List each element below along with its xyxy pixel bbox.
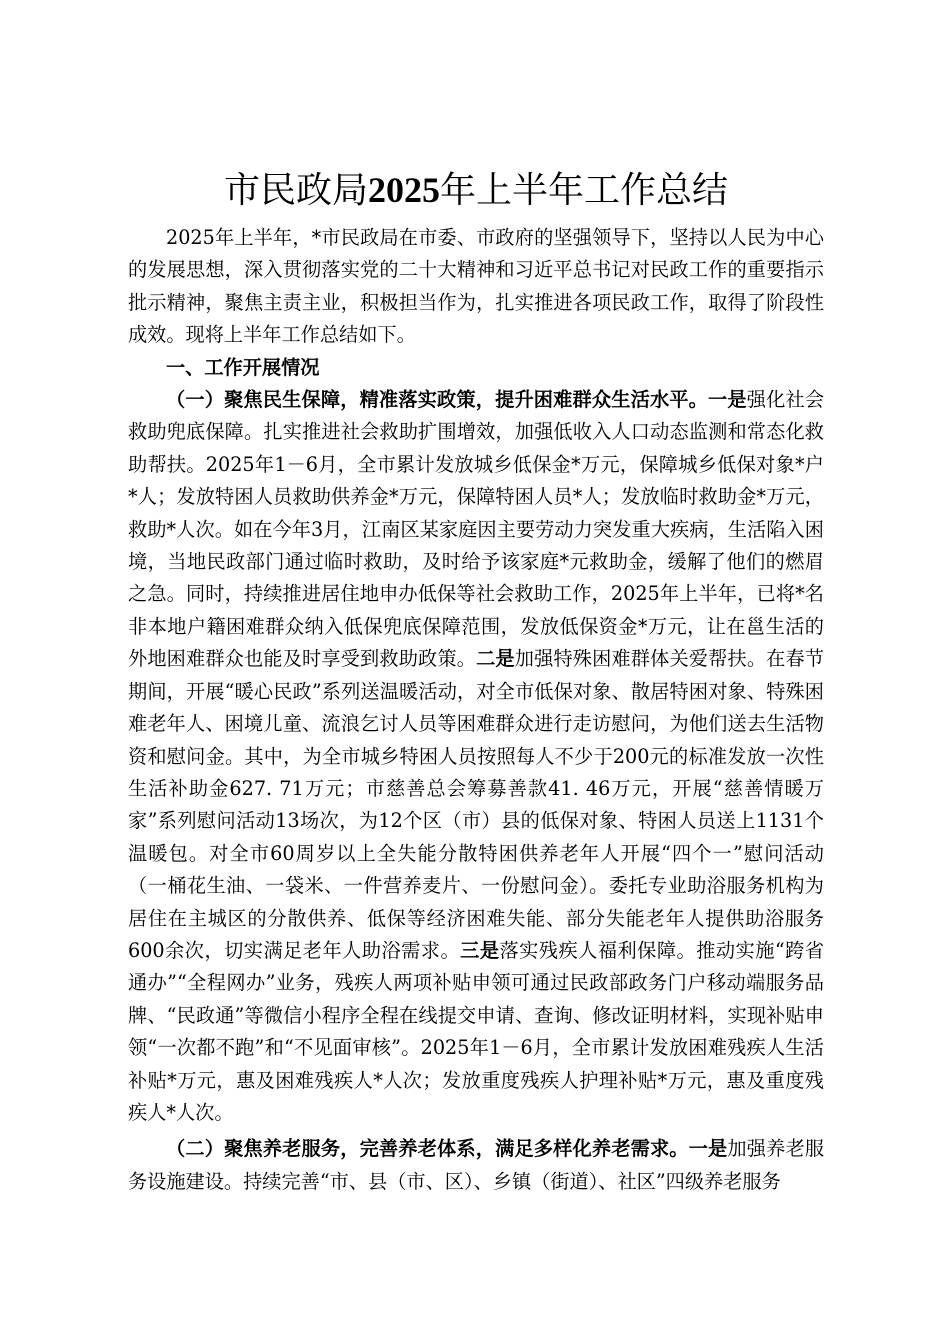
title-suffix: 年上半年工作总结: [440, 170, 729, 211]
subsection-2-paragraph: [128, 1133, 824, 1198]
point-marker-2: 二是: [476, 647, 515, 671]
point-text-2-1: 加强养老服务设施建设。持续完善“市、县（市、区）、乡镇（街道）、社区”四级养老服务: [128, 1137, 825, 1193]
subsection-1-paragraph: [128, 384, 824, 1129]
document-body: [128, 222, 824, 1198]
point-text-2: 加强特殊困难群体关爱帮扶。在春节期间，开展“暖心民政”系列送温暖活动，对全市低保对象、散居特困对象、特殊困难老年人、困境儿童、流浪乞讨人员等困难群众进行走访慰问，为他们送去生活物资和慰问金。其中，为全市城乡特困人员按照每人不少于200元的标准发放一次性生活补助金627. 71万元；市慈善总会筹募善款41. 46万元，开展“慈善情暖万家”系列慰问活动13场次，为12个区（市）县的低保对象、特困人员送上1131个温暖包。对全市60周岁以上全失能分散特困供养老年人开展“四个一”慰问活动（一桶花生油、一袋米、一件营养麦片、一份慰问金）。委托专业助浴服务机构为居住在主城区的分散供养、低保等经济困难失能、部分失能老年人提供助浴服务600余次，切实满足老年人助浴需求。: [128, 647, 825, 962]
document-title: [128, 166, 824, 215]
intro-paragraph: 2025年上半年，*市民政局在市委、市政府的坚强领导下，坚持以人民为中心的发展思想，深入贯彻落实党的二十大精神和习近平总书记对民政工作的重要指示批示精神，聚焦主责主业，积极担当作为，扎实推进各项民政工作，取得了阶段性成效。现将上半年工作总结如下。: [128, 226, 824, 347]
section-heading-work-progress: 一、工作开展情况: [166, 355, 320, 379]
point-marker-3: 三是: [460, 938, 500, 962]
subsection-1-lead: （一）聚焦民生保障，精准落实政策，提升困难群众生活水平。: [166, 388, 709, 412]
title-prefix: 市民政局: [223, 170, 368, 211]
point-marker-1: 一是: [708, 388, 747, 412]
title-year: 2025: [368, 170, 440, 210]
subsection-2-lead: （二）聚焦养老服务，完善养老体系，满足多样化养老需求。: [166, 1137, 689, 1161]
point-marker-2-1: 一是: [688, 1137, 728, 1161]
point-text-3: 落实残疾人福利保障。推动实施“跨省通办”“全程网办”业务，残疾人两项补贴申领可通过民政部政务门户移动端服务品牌、“民政通”等微信小程序全程在线提交申请、查询、修改证明材料，实现补贴申领“一次都不跑”和“不见面审核”。2025年1－6月，全市累计发放困难残疾人生活补贴*万元，惠及困难残疾人*人次；发放重度残疾人护理补贴*万元，惠及重度残疾人*人次。: [128, 938, 825, 1124]
point-text-1: 强化社会救助兜底保障。扎实推进社会救助扩围增效，加强低收入人口动态监测和常态化救助帮扶。2025年1－6月，全市累计发放城乡低保金*万元，保障城乡低保对象*户*人；发放特困人员救助供养金*万元，保障特困人员*人；发放临时救助金*万元，救助*人次。如在今年3月，江南区某家庭因主要劳动力突发重大疾病，生活陷入困境，当地民政部门通过临时救助，及时给予该家庭*元救助金，缓解了他们的燃眉之急。同时，持续推进居住地申办低保等社会救助工作，2025年上半年，已将*名非本地户籍困难群众纳入低保兜底保障范围，发放低保资金*万元，让在邕生活的外地困难群众也能及时享受到救助政策。: [128, 388, 825, 671]
